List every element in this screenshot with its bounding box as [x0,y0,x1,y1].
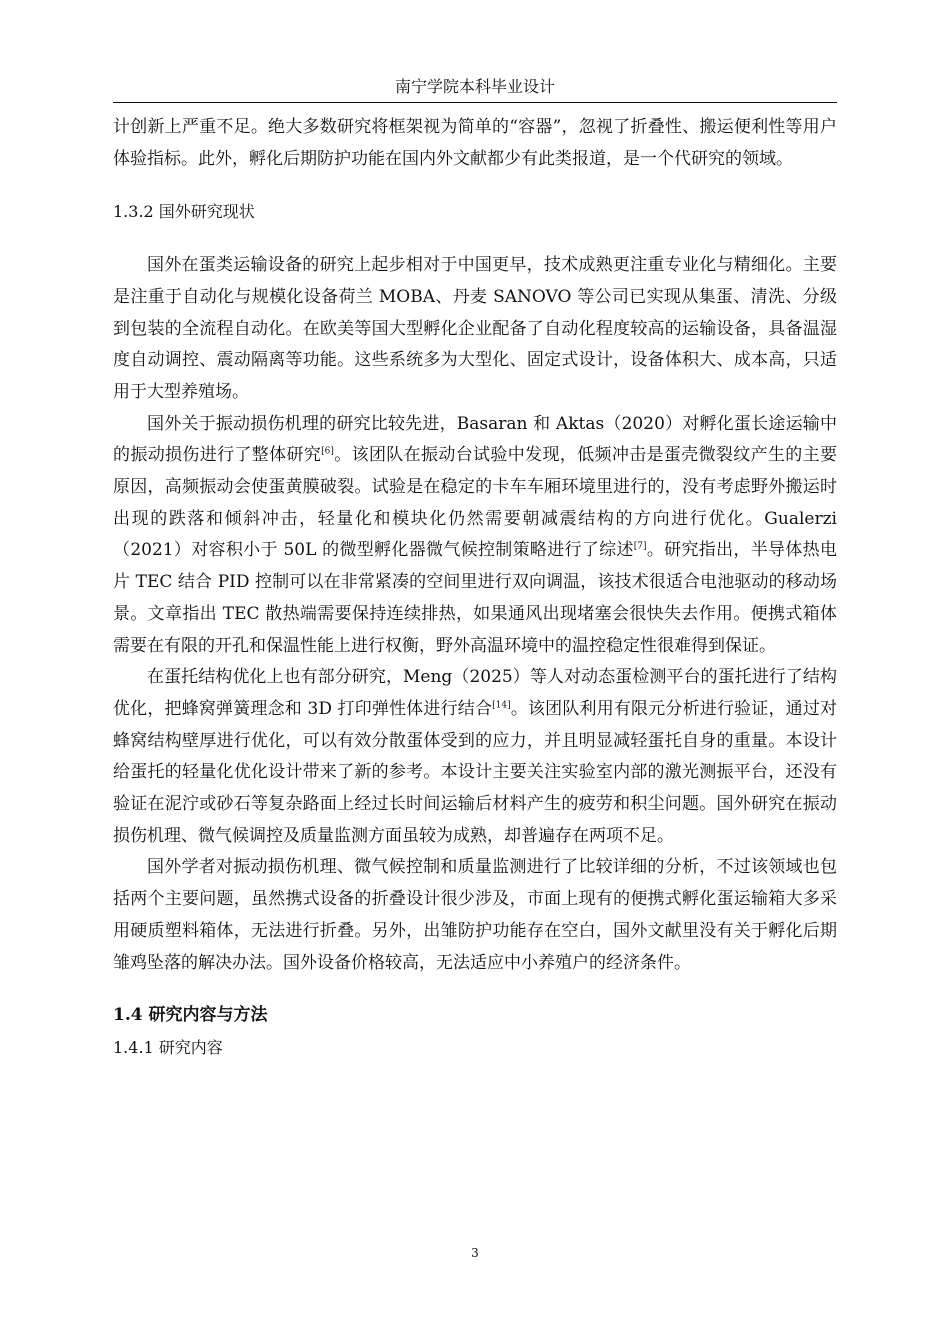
citation-6: [6] [321,446,334,457]
paragraph-3: 在蛋托结构优化上也有部分研究，Meng（2025）等人对动态蛋检测平台的蛋托进行了结构优化，把蜂窝弹簧理念和 3D 打印弹性体进行结合[14]。该团队利用有限元分析进行验证，通过对蜂窝结构壁厚进行优化，可以有效分散蛋体受到的应力，并且明显减轻蛋托自身的重量。本设计给蛋托的轻量化优化设计带来了新的参考。本设计主要关注实验室内部的激光测振平台，还没有验证在泥泞或砂石等复杂路面上经过长时间运输后材料产生的疲劳和积尘问题。国外研究在振动损伤机理、微气候调控及质量监测方面虽较为成熟，却普遍存在两项不足。 [113,667,837,846]
citation-7: [7] [633,541,647,552]
section-heading-1-3-2: 1.3.2 国外研究现状 [113,202,255,222]
page-number: 3 [471,1246,479,1260]
paragraph-1: 国外在蛋类运输设备的研究上起步相对于中国更早，技术成熟更注重专业化与精细化。主要是注重于自动化与规模化设备荷兰 MOBA、丹麦 SANOVO 等公司已实现从集蛋、清洗、分级到包装的全流程自动化。在欧美等国大型孵化企业配备了自动化程度较高的运输设备，具备温湿度自动调控、震动隔离等功能。这些系统多为大型化、固定式设计，设备体积大、成本高，只适用于大型养殖场。 [113,255,837,402]
section-heading-1-4: 1.4 研究内容与方法 [113,1005,268,1026]
paragraph-4: 国外学者对振动损伤机理、微气候控制和质量监测进行了比较详细的分析，不过该领域也包括两个主要问题，虽然携式设备的折叠设计很少涉及，市面上现有的便携式孵化蛋运输箱大多采用硬质塑料箱体，无法进行折叠。另外，出雏防护功能存在空白，国外文献里没有关于孵化后期雏鸡坠落的解决办法。国外设备价格较高，无法适应中小养殖户的经济条件。 [113,857,837,973]
citation-14: [14] [492,700,511,711]
paragraph-2: 国外关于振动损伤机理的研究比较先进，Basaran 和 Aktas（2020）对孵化蛋长途运输中的振动损伤进行了整体研究[6]。该团队在振动台试验中发现，低频冲击是蛋壳微裂纹产生的主要原因，高频振动会使蛋黄膜破裂。试验是在稳定的卡车车厢环境里进行的，没有考虑野外搬运时出现的跌落和倾斜冲击，轻量化和模块化仍然需要朝减震结构的方向进行优化。Gualerzi（2021）对容积小于 50L 的微型孵化器微气候控制策略进行了综述[7]。研究指出，半导体热电片 TEC 结合 PID 控制可以在非常紧凑的空间里进行双向调温，该技术很适合电池驱动的移动场景。文章指出 TEC 散热端需要保持连续排热，如果通风出现堵塞会很快失去作用。便携式箱体需要在有限的开孔和保温性能上进行权衡，野外高温环境中的温控稳定性很难得到保证。 [113,413,838,656]
continuation-paragraph: 计创新上严重不足。绝大多数研究将框架视为简单的“容器”，忽视了折叠性、搬运便利性等用户体验指标。此外，孵化后期防护功能在国内外文献都少有此类报道，是一个代研究的领域。 [113,117,837,169]
section-heading-1-4-1: 1.4.1 研究内容 [113,1037,223,1057]
header-rule [113,102,837,103]
page-header: 南宁学院本科毕业设计 [394,77,555,96]
page-body [113,112,837,1064]
